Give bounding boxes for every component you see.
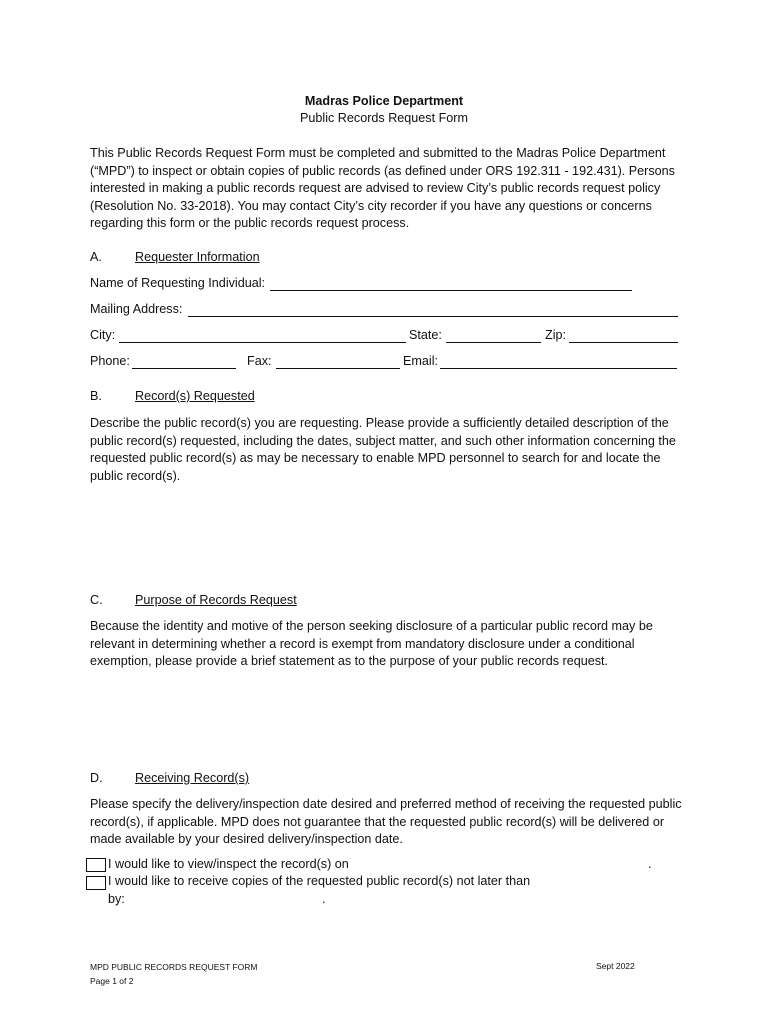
section-b-heading: Record(s) Requested: [135, 389, 255, 403]
records-requested-area[interactable]: [90, 490, 680, 585]
section-d-letter: D.: [90, 771, 103, 785]
section-a-letter: A.: [90, 250, 102, 264]
receive-copies-checkbox[interactable]: [86, 876, 106, 890]
receive-copies-by-label: by:: [108, 892, 125, 906]
state-field[interactable]: [446, 342, 541, 343]
receive-copies-option-end: .: [322, 892, 326, 906]
view-inspect-option-end: .: [648, 857, 652, 871]
zip-label: Zip:: [545, 328, 566, 342]
city-label: City:: [90, 328, 116, 342]
view-inspect-checkbox[interactable]: [86, 858, 106, 872]
purpose-area[interactable]: [90, 675, 680, 765]
section-b-letter: B.: [90, 389, 102, 403]
section-d-text: Please specify the delivery/inspection date desired and preferred method of receiving the requested public record(s), if applicable. MPD does not guarantee that the requested public record(s) will be delivered or made available by your desired delivery/inspection date.: [90, 797, 682, 846]
view-inspect-option-label: I would like to view/inspect the record(s) on: [108, 857, 349, 871]
fax-label: Fax:: [247, 354, 272, 368]
section-b-text: Describe the public record(s) you are requesting. Please provide a sufficiently detailed description of the public record(s) requested, including the dates, subject matter, and such other information concerning the requested public record(s) as may be necessary to enable MPD personnel to search for and locate the public record(s).: [90, 416, 676, 483]
city-field[interactable]: [119, 342, 406, 343]
section-c-text: Because the identity and motive of the person seeking disclosure of a particular public record may be relevant in determining whether a record is exempt from mandatory disclosure under a conditional exemption, please provide a brief statement as to the purpose of your public records request.: [90, 619, 653, 668]
footer-form-name: MPD PUBLIC RECORDS REQUEST FORM: [90, 962, 258, 972]
form-title: Madras Police Department: [304, 94, 464, 108]
email-label: Email:: [403, 354, 438, 368]
mailing-address-label: Mailing Address:: [90, 302, 183, 316]
section-a-heading: Requester Information: [135, 250, 260, 264]
state-label: State:: [409, 328, 442, 342]
section-c-letter: C.: [90, 593, 103, 607]
email-field[interactable]: [440, 368, 677, 369]
receive-copies-option-label: I would like to receive copies of the requested public record(s) not later than: [108, 874, 531, 888]
form-subtitle: Public Records Request Form: [300, 111, 468, 125]
mailing-address-field[interactable]: [188, 316, 678, 317]
footer-page-number: Page 1 of 2: [90, 976, 134, 986]
name-label: Name of Requesting Individual:: [90, 276, 266, 290]
name-field[interactable]: [270, 290, 632, 291]
fax-field[interactable]: [276, 368, 400, 369]
phone-label: Phone:: [90, 354, 130, 368]
section-c-heading: Purpose of Records Request: [135, 593, 297, 607]
phone-field[interactable]: [132, 368, 236, 369]
intro-paragraph: This Public Records Request Form must be completed and submitted to the Madras Police Department (“MPD”) to inspect or obtain copies of public records (as defined under ORS 192.311 - 192.431). Persons interested in making a public records request are advised to review City’s public records request policy (Resolution No. 33-2018). You may contact City’s city recorder if you have any questions or concerns regarding this form or the public records request process.: [90, 146, 675, 230]
section-d-heading: Receiving Record(s): [135, 771, 250, 785]
zip-field[interactable]: [569, 342, 678, 343]
footer-date: Sept 2022: [596, 961, 635, 971]
